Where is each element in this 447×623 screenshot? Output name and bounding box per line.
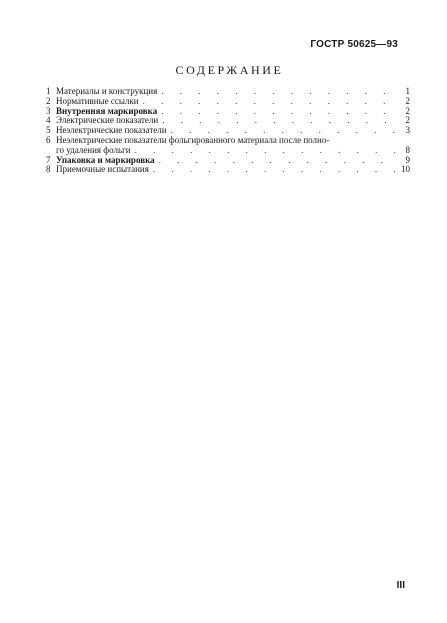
toc-item-page: 9 [405, 154, 410, 165]
toc-item-title: Приемочные испытания [56, 164, 149, 175]
toc-item-page: 1 [405, 86, 410, 96]
toc-item-page: 3 [405, 125, 410, 136]
toc-item-page: 2 [405, 95, 410, 106]
toc-leader-dots [135, 146, 396, 156]
toc-item-page: 8 [405, 144, 410, 155]
toc-item-page: 2 [405, 115, 410, 126]
toc-item-title: Электрические показатели [56, 115, 159, 126]
toc-item-number: 4 [46, 115, 51, 126]
toc-item[interactable] [46, 165, 410, 175]
toc-item-title: Неэлектрические показатели фольгированного материала после полно- [56, 134, 330, 145]
toc-item-number: 8 [46, 164, 51, 175]
toc-item-number: 3 [46, 105, 51, 116]
toc-item-number: 2 [46, 95, 51, 106]
toc-leader-dots [153, 165, 396, 175]
toc-item-number: 1 [46, 86, 51, 96]
document-code: ГОСТР 50625—93 [310, 39, 398, 50]
toc-leader-dots [162, 116, 396, 126]
toc-item-page: 10 [401, 164, 410, 175]
toc-leader-dots [161, 87, 396, 97]
toc-item-number: 7 [46, 154, 51, 165]
toc-item-title: Нормативные ссылки [56, 95, 139, 106]
toc-leader-dots [143, 97, 396, 107]
toc-item-number: 6 [46, 134, 51, 145]
toc-title: СОДЕРЖАНИЕ [175, 63, 284, 77]
toc-item-title-continued: го удаления фольги [56, 144, 131, 155]
page-number: III [396, 580, 405, 591]
toc-leader-dots [159, 156, 396, 166]
toc-item-title: Внутренняя маркировка [56, 105, 158, 116]
toc-leader-dots [161, 107, 396, 117]
toc-item-title: Упаковка и маркировка [56, 154, 155, 165]
toc-item-page: 2 [405, 105, 410, 116]
table-of-contents [46, 87, 410, 175]
toc-item-title: Неэлектрические показатели [56, 125, 167, 136]
toc-item-number: 5 [46, 125, 51, 136]
toc-item-title: Материалы и конструкция [56, 86, 158, 96]
